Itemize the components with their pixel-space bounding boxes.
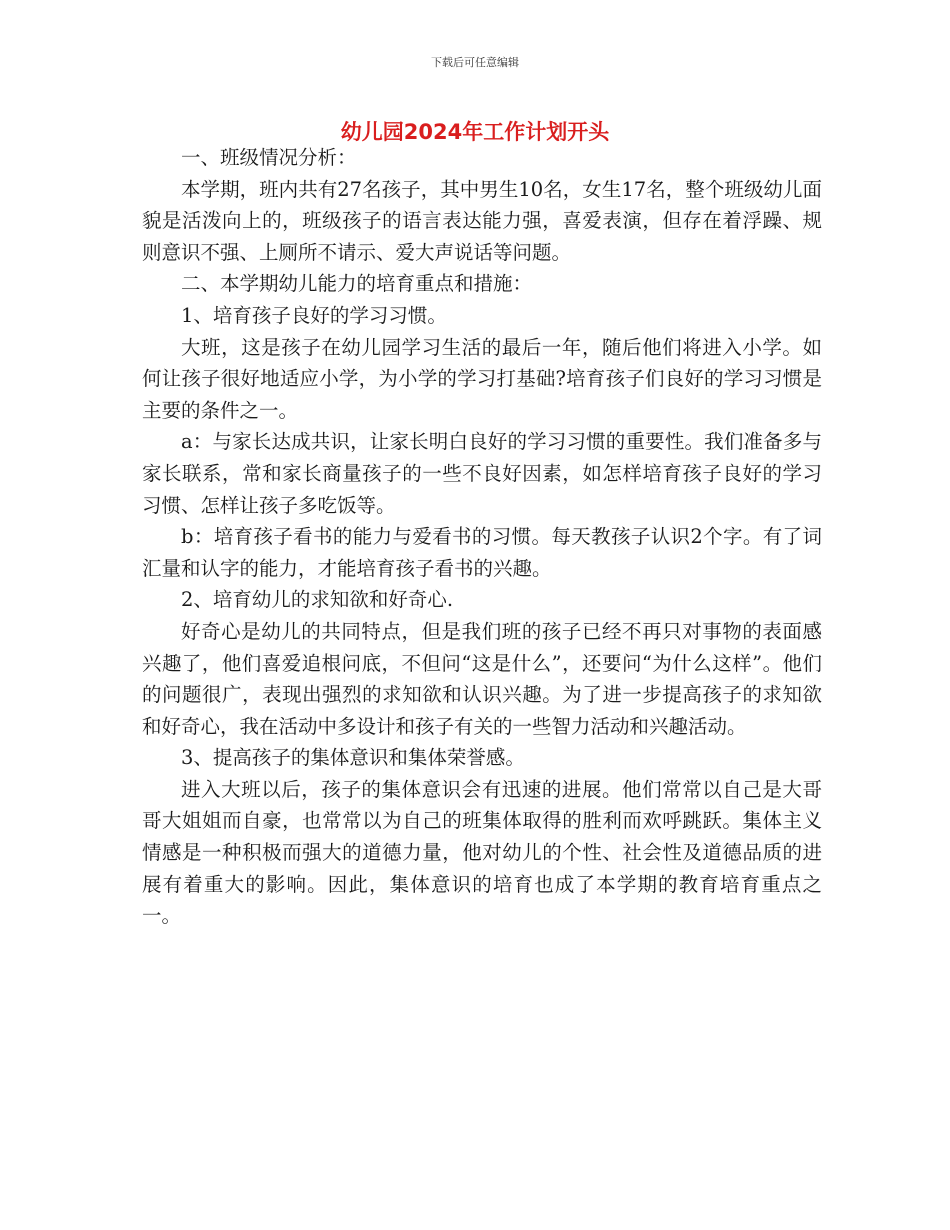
- page-header-note: 下载后可任意编辑: [431, 56, 519, 69]
- section-heading-key-measures: 二、本学期幼儿能力的培育重点和措施：: [181, 272, 533, 296]
- subheading-curiosity: 2、培育幼儿的求知欲和好奇心.: [181, 588, 454, 612]
- document-title: 幼儿园2024年工作计划开头: [340, 120, 610, 144]
- subheading-study-habits: 1、培育孩子良好的学习习惯。: [181, 303, 447, 327]
- paragraph-class-situation: 本学期，班内共有27名孩子，其中男生10名，女生17名，整个班级幼儿面貌是活泼向上的，班级孩子的语言表达能力强，喜爱表演，但存在着浮躁、规则意识不强、上厕所不请示、爱大声说话等问题。: [142, 177, 822, 264]
- subheading-collective-awareness: 3、提高孩子的集体意识和集体荣誉感。: [181, 746, 525, 770]
- paragraph-study-habits: 大班，这是孩子在幼儿园学习生活的最后一年，随后他们将进入小学。如何让孩子很好地适应小学，为小学的学习打基础?培育孩子们良好的学习习惯是主要的条件之一。: [142, 335, 822, 422]
- section-heading-class-analysis: 一、班级情况分析：: [181, 146, 357, 169]
- paragraph-curiosity: 好奇心是幼儿的共同特点，但是我们班的孩子已经不再只对事物的表面感兴趣了，他们喜爱追根问底，不但问“这是什么”，还要问“为什么这样”。他们的问题很广，表现出强烈的求知欲和认识兴趣。为了进一步提高孩子的求知欲和好奇心，我在活动中多设计和孩子有关的一些智力活动和兴趣活动。: [142, 619, 822, 738]
- paragraph-collective-awareness: 进入大班以后，孩子的集体意识会有迅速的进展。他们常常以自己是大哥哥大姐姐而自豪，也常常以为自己的班集体取得的胜利而欢呼跳跃。集体主义情感是一种积极而强大的道德力量，他对幼儿的个性、社会性及道德品质的进展有着重大的影响。因此，集体意识的培育也成了本学期的教育培育重点之一。: [142, 777, 822, 928]
- paragraph-item-b: b：培育孩子看书的能力与爱看书的习惯。每天教孩子认识2个字。有了词汇量和认字的能力，才能培育孩子看书的兴趣。: [142, 525, 822, 580]
- paragraph-item-a: a：与家长达成共识，让家长明白良好的学习习惯的重要性。我们准备多与家长联系，常和家长商量孩子的一些不良好因素，如怎样培育孩子良好的学习习惯、怎样让孩子多吃饭等。: [142, 430, 822, 517]
- document-body: [142, 142, 822, 932]
